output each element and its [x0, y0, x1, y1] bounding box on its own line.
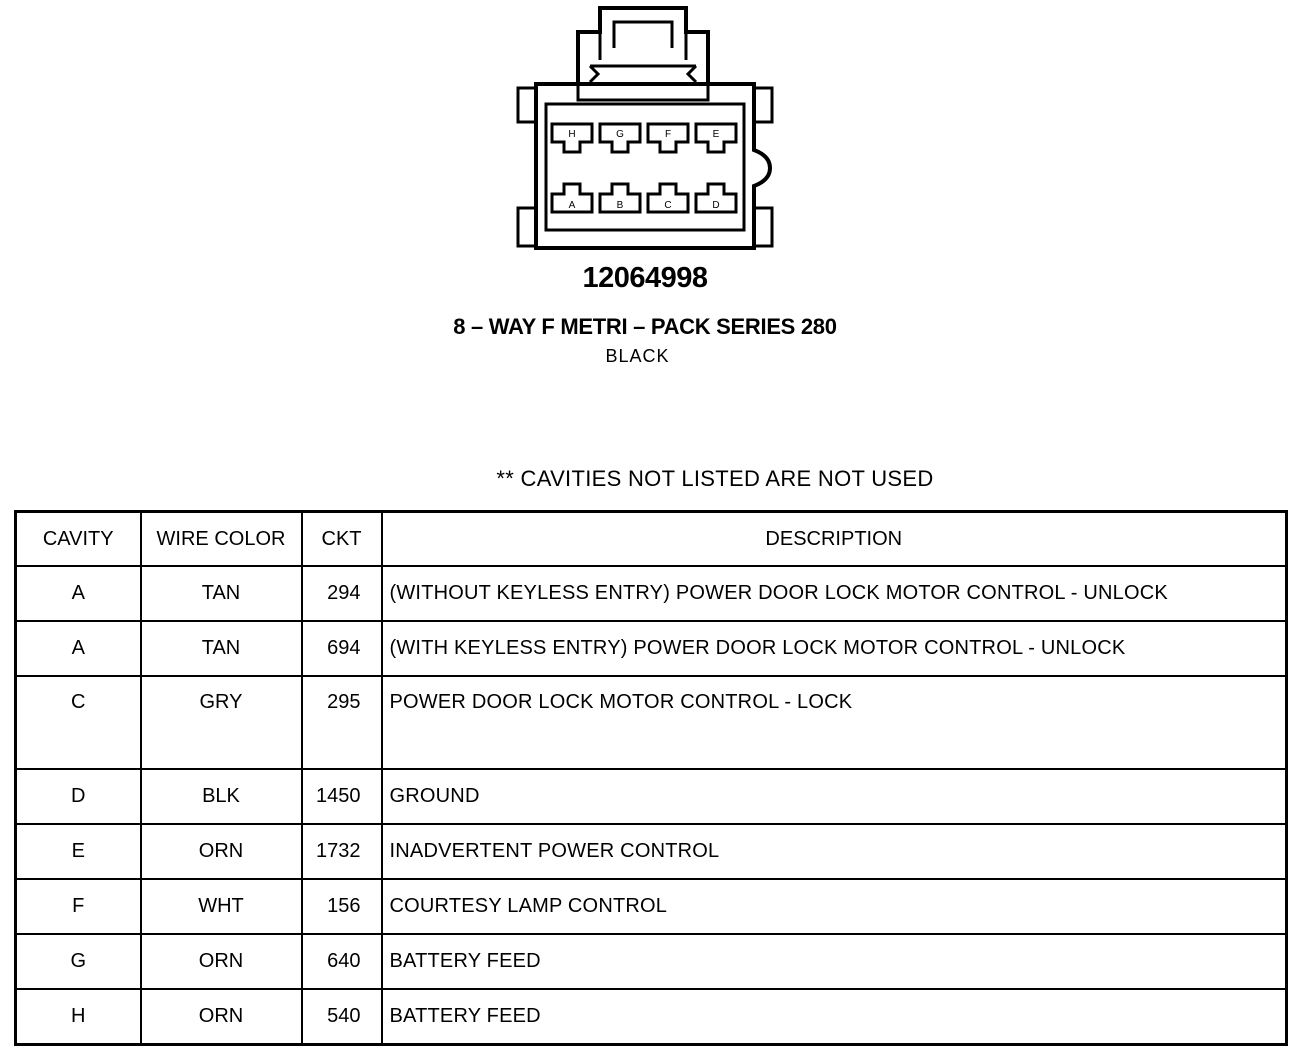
table-row — [16, 769, 1287, 824]
table-row — [16, 676, 1287, 769]
table-row — [16, 824, 1287, 879]
pin-label: G — [616, 129, 624, 140]
cell-description: COURTESY LAMP CONTROL — [382, 879, 1287, 934]
pin-cavity-f — [648, 124, 688, 152]
connector-face-diagram — [0, 0, 1312, 260]
unused-cavities-note: ** CAVITIES NOT LISTED ARE NOT USED — [496, 466, 934, 491]
cell-cavity: D — [16, 769, 141, 824]
cell-ckt: 694 — [302, 621, 382, 676]
pin-label: E — [712, 129, 720, 140]
cell-ckt: 640 — [302, 934, 382, 989]
connector-tab — [518, 88, 536, 122]
header-wire-color: WIRE COLOR — [141, 512, 302, 567]
pin-cavity-b — [600, 184, 640, 212]
pin-row-top — [552, 124, 736, 152]
pin-cavity-e — [696, 124, 736, 152]
cell-wire-color: ORN — [141, 989, 302, 1045]
connector-name: 8 – WAY F METRI – PACK SERIES 280 — [453, 314, 837, 339]
pin-cavity-d — [696, 184, 736, 212]
connector-tab — [518, 208, 536, 246]
cell-wire-color: ORN — [141, 824, 302, 879]
pin-label: C — [664, 200, 672, 211]
pin-cavity-c — [648, 184, 688, 212]
table-row — [16, 879, 1287, 934]
cell-description: BATTERY FEED — [382, 989, 1287, 1045]
pin-label: B — [616, 200, 624, 211]
cell-cavity: H — [16, 989, 141, 1045]
cell-description: INADVERTENT POWER CONTROL — [382, 824, 1287, 879]
cell-cavity: A — [16, 621, 141, 676]
pin-label: A — [568, 200, 576, 211]
cell-cavity: F — [16, 879, 141, 934]
cell-description: POWER DOOR LOCK MOTOR CONTROL - LOCK — [382, 676, 1287, 769]
cell-wire-color: GRY — [141, 676, 302, 769]
cavity-table — [14, 510, 1288, 1046]
cell-description: (WITH KEYLESS ENTRY) POWER DOOR LOCK MOTOR CONTROL - UNLOCK — [382, 621, 1287, 676]
connector-body — [536, 84, 770, 248]
cell-wire-color: BLK — [141, 769, 302, 824]
table-row — [16, 989, 1287, 1045]
cell-cavity: C — [16, 676, 141, 769]
cell-description: BATTERY FEED — [382, 934, 1287, 989]
pin-label: D — [712, 200, 720, 211]
pin-row-bottom — [552, 184, 736, 212]
cell-description: (WITHOUT KEYLESS ENTRY) POWER DOOR LOCK MOTOR CONTROL - UNLOCK — [382, 566, 1287, 621]
header-description: DESCRIPTION — [382, 512, 1287, 567]
cell-ckt: 294 — [302, 566, 382, 621]
header-ckt: CKT — [302, 512, 382, 567]
cell-wire-color: TAN — [141, 566, 302, 621]
table-row — [16, 566, 1287, 621]
cell-wire-color: TAN — [141, 621, 302, 676]
pin-label: F — [664, 129, 672, 140]
connector-part-number: 12064998 — [582, 262, 708, 294]
pin-label: H — [568, 129, 576, 140]
cell-ckt: 540 — [302, 989, 382, 1045]
cell-cavity: G — [16, 934, 141, 989]
pin-cavity-g — [600, 124, 640, 152]
table-row — [16, 621, 1287, 676]
cell-ckt: 1450 — [302, 769, 382, 824]
cell-wire-color: WHT — [141, 879, 302, 934]
connector-tab — [754, 88, 772, 122]
cell-ckt: 156 — [302, 879, 382, 934]
connector-color: BLACK — [605, 346, 670, 366]
cell-wire-color: ORN — [141, 934, 302, 989]
cell-description: GROUND — [382, 769, 1287, 824]
pin-cavity-a — [552, 184, 592, 212]
cell-cavity: A — [16, 566, 141, 621]
header-cavity: CAVITY — [16, 512, 141, 567]
connector-tab — [754, 208, 772, 246]
table-header-row — [16, 512, 1287, 567]
table-row — [16, 934, 1287, 989]
connector-latch-inner — [614, 22, 672, 48]
cell-ckt: 1732 — [302, 824, 382, 879]
cell-ckt: 295 — [302, 676, 382, 769]
pin-cavity-h — [552, 124, 592, 152]
cell-cavity: E — [16, 824, 141, 879]
